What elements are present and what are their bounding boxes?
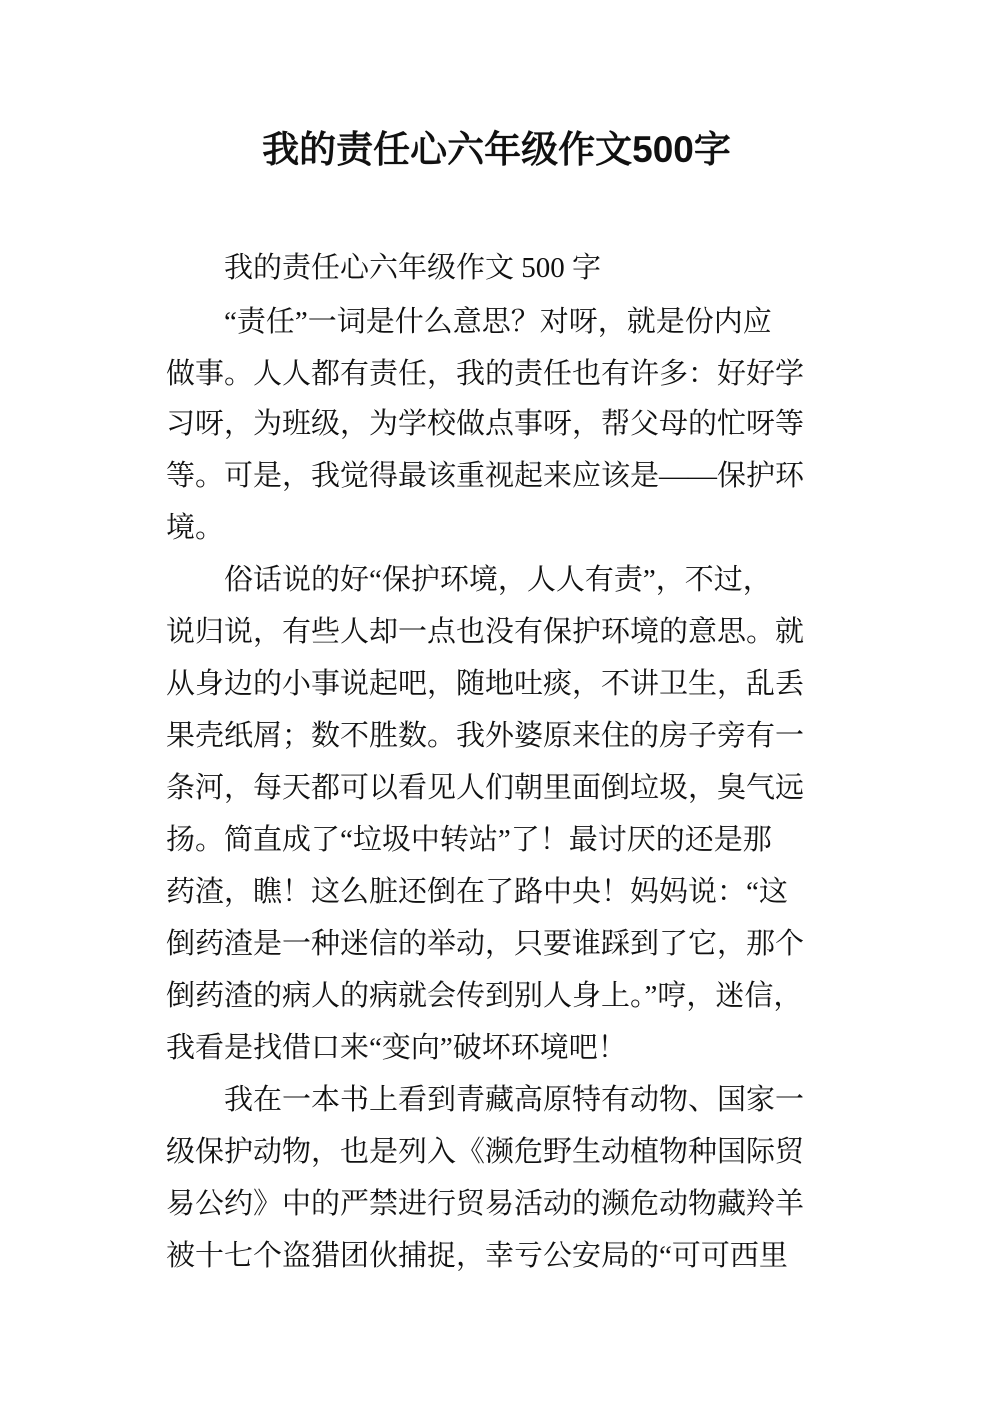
- document-title: 我的责任心六年级作文500字: [262, 129, 731, 170]
- text-line: “责任”一词是什么意思？对呀，就是份内应: [224, 306, 772, 338]
- text-line: 我在一本书上看到青藏高原特有动物、国家一: [224, 1084, 805, 1116]
- text-line: 境。: [166, 512, 225, 544]
- text-line: 我看是找借口来“变向”破坏环境吧！: [166, 1032, 627, 1064]
- text-line: 倒药渣的病人的病就会传到别人身上。”哼，迷信，: [166, 980, 803, 1012]
- text-line: 被十七个盗猎团伙捕捉，幸亏公安局的“可可西里: [166, 1240, 788, 1272]
- text-line: 倒药渣是一种迷信的举动，只要谁踩到了它，那个: [166, 928, 805, 960]
- text-line: 从身边的小事说起吧，随地吐痰，不讲卫生，乱丢: [166, 668, 805, 700]
- text-line: 药渣，瞧！这么脏还倒在了路中央！妈妈说：“这: [166, 876, 788, 908]
- text-line: 级保护动物，也是列入《濒危野生动植物种国际贸: [166, 1136, 805, 1168]
- text-line: 条河，每天都可以看见人们朝里面倒垃圾，臭气远: [166, 772, 805, 804]
- text-line: 俗话说的好“保护环境，人人有责”，不过，: [224, 564, 772, 596]
- text-line: 易公约》中的严禁进行贸易活动的濒危动物藏羚羊: [166, 1188, 805, 1220]
- text-line: 说归说，有些人却一点也没有保护环境的意思。就: [166, 616, 805, 648]
- text-line: 做事。人人都有责任，我的责任也有许多：好好学: [166, 358, 805, 390]
- text-line: 扬。简直成了“垃圾中转站”了！最讨厌的还是那: [166, 824, 772, 856]
- text-line: 习呀，为班级，为学校做点事呀，帮父母的忙呀等: [166, 408, 805, 440]
- text-line: 果壳纸屑；数不胜数。我外婆原来住的房子旁有一: [166, 720, 805, 752]
- text-line: 等。可是，我觉得最该重视起来应该是——保护环: [166, 460, 805, 492]
- text-line: 我的责任心六年级作文 500 字: [224, 252, 602, 284]
